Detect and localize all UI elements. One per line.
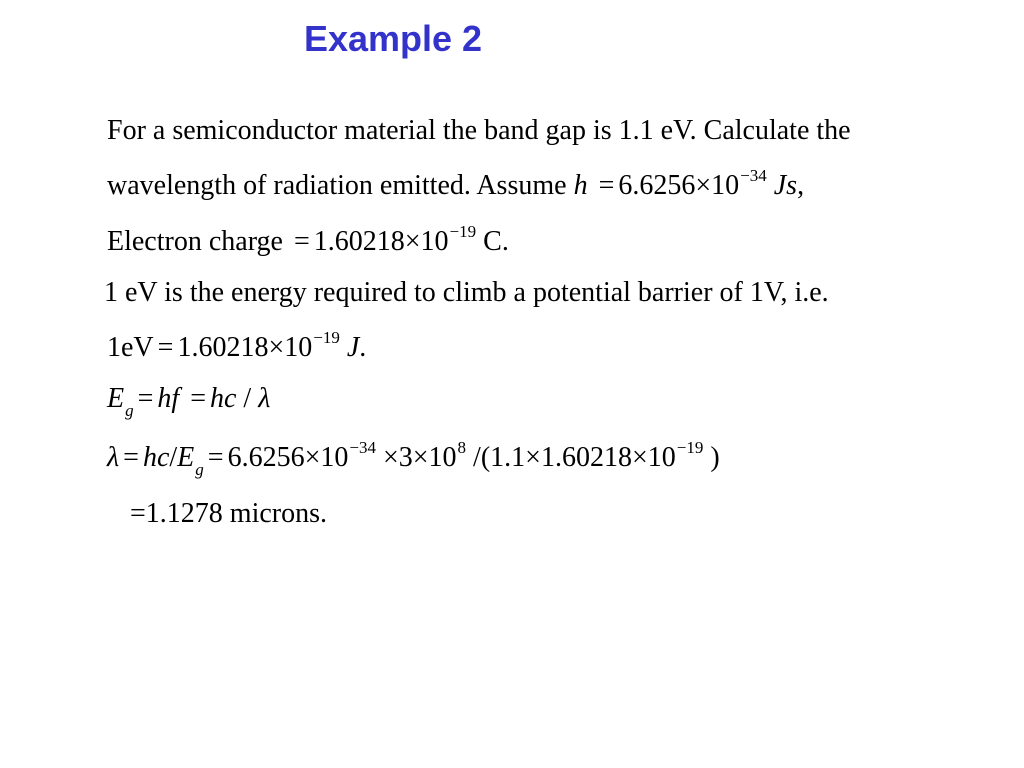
energy-subscript: g: [195, 460, 204, 479]
planck-mantissa: 6.6256×10: [618, 170, 740, 201]
joule-unit: J: [346, 332, 360, 363]
ev-exponent: −19: [313, 328, 340, 347]
assume-text: wavelength of radiation emitted. Assume: [107, 170, 567, 201]
planck-exponent: −34: [740, 166, 767, 185]
line2-tail: ,: [797, 170, 805, 201]
problem-line-4: 1 eV is the energy required to climb a potential barrier of 1V, i.e.: [104, 277, 829, 308]
hf-term: hf: [157, 383, 180, 414]
equals-sign: =: [137, 383, 154, 414]
lambda-symbol: λ: [107, 442, 120, 473]
ev-mantissa: 1.60218×10: [177, 332, 313, 363]
energy-subscript: g: [125, 401, 134, 420]
equals-sign: =: [207, 442, 224, 473]
line5-tail: .: [359, 332, 367, 363]
hc-term: hc: [142, 442, 170, 473]
electron-charge-label: Electron charge: [107, 226, 283, 257]
slide-title: Example 2: [303, 18, 483, 59]
equals-sign: =: [293, 226, 310, 257]
energy-symbol: E: [107, 383, 125, 414]
hc-term: hc: [209, 383, 237, 414]
speed-exponent: 8: [457, 438, 467, 457]
band-gap-energy: /(1.1×1.60218×10: [473, 442, 676, 473]
equals-sign: =: [157, 332, 174, 363]
planck-symbol: h: [573, 170, 588, 201]
energy-symbol: E: [177, 442, 195, 473]
ev-definition-line: [107, 328, 367, 368]
planck-value: 6.6256×10: [227, 442, 349, 473]
close-paren: ): [710, 442, 720, 473]
energy-equation: [107, 382, 270, 419]
problem-line-1: For a semiconductor material the band gap is 1.1 eV. Calculate the: [107, 115, 851, 146]
equals-sign: =: [123, 442, 139, 473]
charge-unit: C.: [483, 226, 509, 257]
charge-exponent: −19: [449, 222, 477, 241]
planck-exponent: −34: [349, 438, 376, 457]
charge-exponent: −19: [676, 438, 704, 457]
planck-unit: Js: [773, 170, 798, 201]
charge-mantissa: 1.60218×10: [313, 226, 449, 257]
ev-lhs: 1eV: [107, 332, 154, 363]
equals-sign: =: [190, 383, 206, 414]
division-slash: /: [169, 442, 178, 473]
equals-sign: =: [598, 170, 615, 201]
result-line: =1.1278 microns.: [130, 498, 327, 529]
problem-line-3: [107, 222, 509, 262]
division-slash: /: [243, 383, 252, 414]
speed-of-light-value: ×3×10: [382, 442, 457, 473]
wavelength-equation: [107, 438, 720, 479]
problem-line-2: [107, 166, 805, 206]
lambda-symbol: λ: [258, 383, 271, 414]
